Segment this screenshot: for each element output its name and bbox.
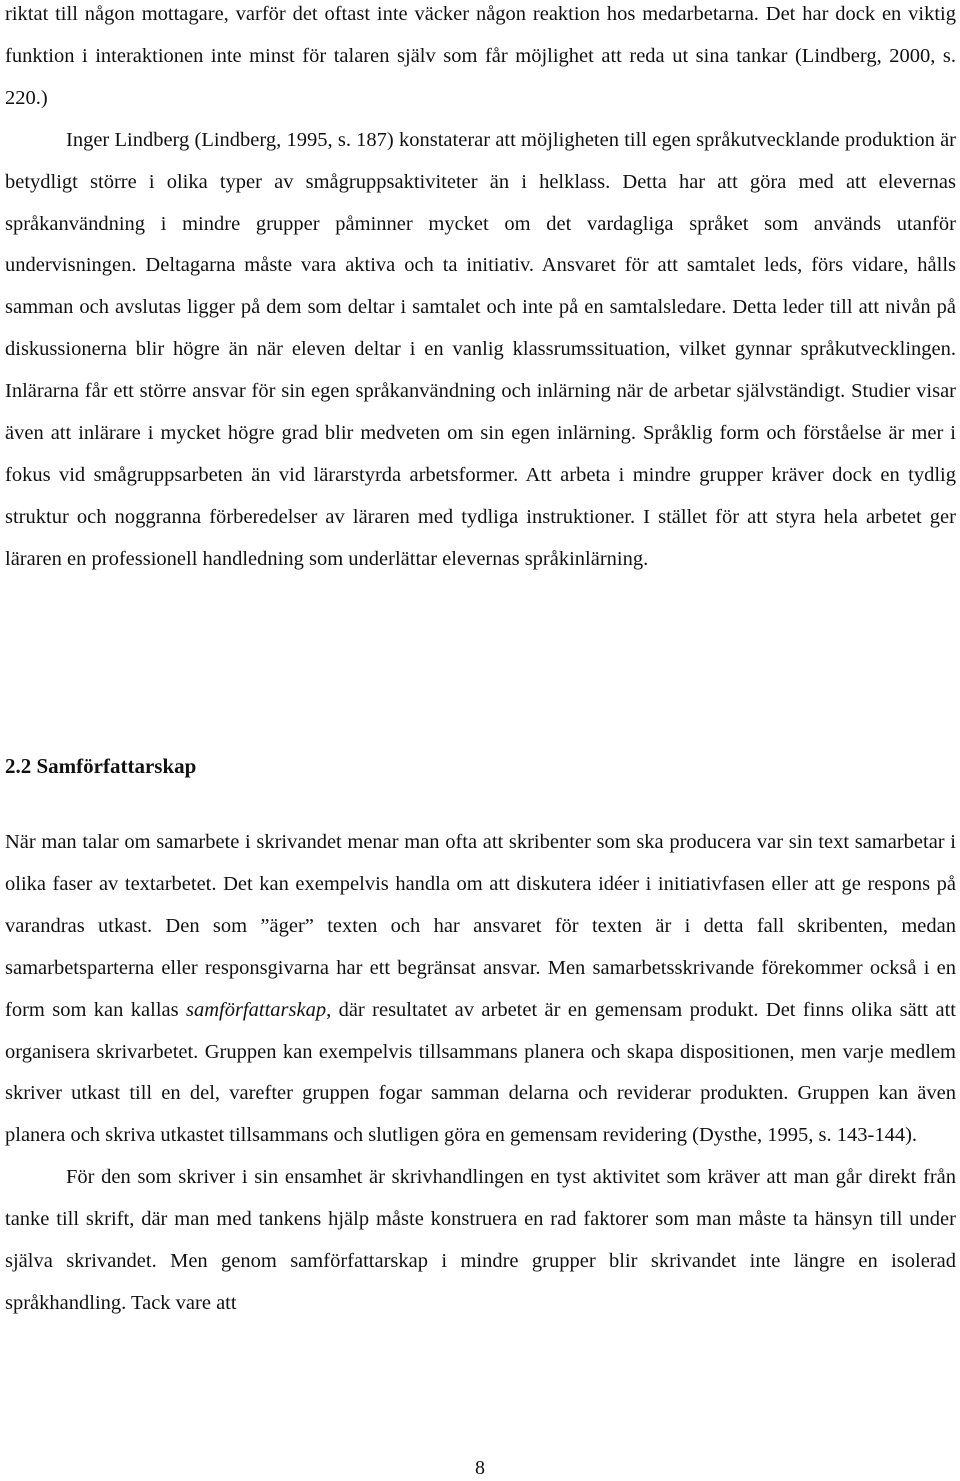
paragraph-last: För den som skriver i sin ensamhet är skrivhandlingen en tyst aktivitet som kräver att man går direkt från tanke till skrift, där man med tankens hjälp måste konstruera en rad faktorer som man måste ta hänsyn till under själva skrivandet. Men genom samförfattarskap i mindre grupper blir skrivandet inte längre en isolerad språkhandling. Tack vare att xyxy=(5,1166,956,1314)
body-text-bottom xyxy=(5,822,956,1325)
paragraph-text-part-1: När man talar om samarbete i skrivandet menar man ofta att skribenter som ska producera var sin text samarbetar i olika faser av textarbetet. Det kan exempelvis handla om att diskutera idéer i initiativfasen eller att ge respons på varandras utkast. Den som ”äger” texten och har ansvaret för texten är i detta fall skribenten, medan samarbetsparterna eller responsgivarna har ett begränsat ansvar. Men samarbetsskrivande förekommer också i en form som kan kallas xyxy=(5,831,956,1021)
paragraph-continued: riktat till någon mottagare, varför det oftast inte väcker någon reaktion hos medarbetarna. Det har dock en viktig funktion i interaktionen inte minst för talaren själv som får möjlighet att reda ut sina tankar (Lindberg, 2000, s. 220.) xyxy=(5,3,956,109)
paragraph-text-part-2: , där resultatet av arbetet är en gemensam produkt. Det finns olika sätt att organisera skrivarbetet. Gruppen kan exempelvis tillsammans planera och skapa dispositionen, men varje medlem skriver utkast till en del, varefter gruppen fogar samman delarna och reviderar produkten. Gruppen kan även planera och skriva utkastet tillsammans och slutligen göra en gemensam revidering (Dysthe, 1995, s. 143-144). xyxy=(5,998,956,1147)
paragraph-lindberg: Inger Lindberg (Lindberg, 1995, s. 187) konstaterar att möjligheten till egen språkutvecklande produktion är betydligt större i olika typer av smågruppsaktiviteter än i helklass. Detta har att göra med att elevernas språkanvändning i mindre grupper påminner mycket om det vardagliga språket som används utanför undervisningen. Deltagarna måste vara aktiva och ta initiativ. Ansvaret för att samtalet leds, förs vidare, hålls samman och avslutas ligger på dem som deltar i samtalet och inte på en samtalsledare. Detta leder till att nivån på diskussionerna blir högre än när eleven deltar i en vanlig klassrumssituation, vilket gynnar språkutvecklingen. Inlärarna får ett större ansvar för sin egen språkanvändning och inlärning när de arbetar självständigt. Studier visar även att inlärare i mycket högre grad blir medveten om sin egen inlärning. Språklig form och förståelse är mer i fokus vid smågruppsarbeten än vid lärarstyrda arbetsformer. Att arbeta i mindre grupper kräver dock en tydlig struktur och noggranna förberedelser av läraren med tydliga instruktioner. I stället för att styra hela arbetet ger läraren en professionell handledning som underlättar elevernas språkinlärning. xyxy=(5,128,956,570)
page-number: 8 xyxy=(475,1457,485,1479)
paragraph-samforfattarskap xyxy=(5,822,956,1157)
section-heading: 2.2 Samförfattarskap xyxy=(5,754,197,778)
italic-term: samförfattarskap xyxy=(185,998,327,1021)
body-text-top xyxy=(5,0,956,581)
